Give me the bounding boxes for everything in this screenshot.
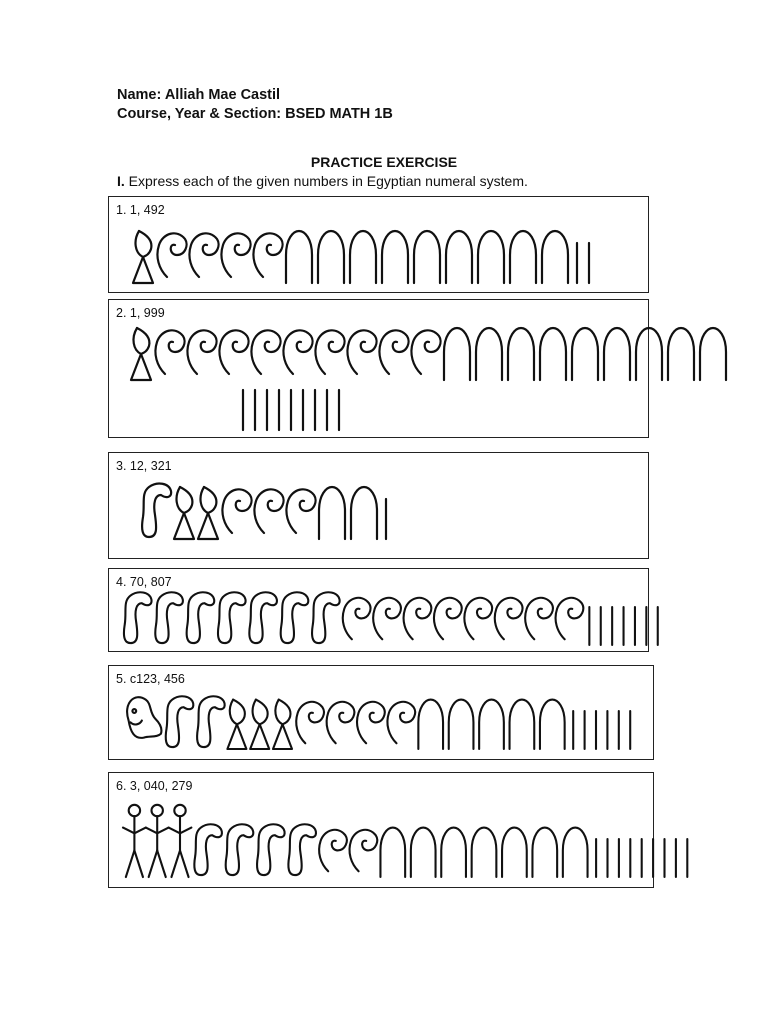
lotus-icon <box>198 487 218 539</box>
heel-icon <box>441 828 466 877</box>
coil-icon <box>464 598 492 639</box>
coil-icon <box>379 330 408 374</box>
finger-icon <box>194 824 222 875</box>
lotus-icon <box>227 700 246 749</box>
course-value: BSED MATH 1B <box>285 106 393 122</box>
heel-icon <box>508 328 534 380</box>
heel-icon <box>636 328 662 380</box>
coil-icon <box>155 330 184 374</box>
coil-icon <box>327 702 355 743</box>
finger-icon <box>218 592 246 643</box>
heel-icon <box>411 828 436 877</box>
heel-icon <box>563 828 588 877</box>
heel-icon <box>472 828 497 877</box>
heel-icon <box>286 231 312 283</box>
problem-label: 1. 1, 492 <box>116 203 165 217</box>
coil-icon <box>189 233 218 277</box>
heel-icon <box>350 231 376 283</box>
coil-icon <box>319 830 347 871</box>
finger-icon <box>155 592 183 643</box>
course-line <box>117 106 393 122</box>
heel-icon <box>380 828 405 877</box>
coil-icon <box>556 598 584 639</box>
instruction-text: Express each of the given numbers in Egyptian numeral system. <box>128 173 528 189</box>
exercise-title: PRACTICE EXERCISE <box>310 154 458 170</box>
heel-icon <box>502 828 527 877</box>
heel-icon <box>510 700 535 749</box>
finger-icon <box>288 824 316 875</box>
heel-icon <box>446 231 472 283</box>
heel-icon <box>668 328 694 380</box>
coil-icon <box>357 702 385 743</box>
coil-icon <box>286 489 315 533</box>
heel-icon <box>700 328 726 380</box>
glyph-row <box>109 773 655 889</box>
problem-box-1 <box>108 196 649 293</box>
coil-icon <box>404 598 432 639</box>
finger-icon <box>281 592 309 643</box>
coil-icon <box>253 233 282 277</box>
coil-icon <box>187 330 216 374</box>
problem-label: 2. 1, 999 <box>116 306 165 320</box>
heel-icon <box>414 231 440 283</box>
problem-box-6 <box>108 772 654 888</box>
glyph-row <box>109 453 650 560</box>
man-icon <box>169 805 192 877</box>
finger-icon <box>226 824 254 875</box>
finger-icon <box>187 592 215 643</box>
glyph-row <box>109 666 655 761</box>
heel-icon <box>351 487 377 539</box>
lotus-icon <box>133 231 153 283</box>
heel-icon <box>319 487 345 539</box>
heel-icon <box>542 231 568 283</box>
coil-icon <box>495 598 523 639</box>
finger-icon <box>142 484 171 537</box>
heel-icon <box>449 700 474 749</box>
name-label: Name: <box>117 87 162 103</box>
finger-icon <box>257 824 285 875</box>
coil-icon <box>373 598 401 639</box>
problem-label: 5. c123, 456 <box>116 672 185 686</box>
heel-icon <box>476 328 502 380</box>
coil-icon <box>296 702 324 743</box>
instruction-line <box>117 173 528 189</box>
heel-icon <box>540 700 565 749</box>
coil-icon <box>525 598 553 639</box>
problem-label: 3. 12, 321 <box>116 459 172 473</box>
coil-icon <box>387 702 415 743</box>
lotus-icon <box>250 700 269 749</box>
name-line <box>117 87 280 103</box>
course-label: Course, Year & Section: <box>117 106 282 122</box>
lotus-icon <box>273 700 292 749</box>
lotus-icon <box>174 487 194 539</box>
man-icon <box>123 805 146 877</box>
coil-icon <box>251 330 280 374</box>
finger-icon <box>249 592 277 643</box>
finger-icon <box>197 696 225 747</box>
coil-icon <box>347 330 376 374</box>
coil-icon <box>411 330 440 374</box>
student-name: Alliah Mae Castil <box>164 87 281 103</box>
heel-icon <box>572 328 598 380</box>
heel-icon <box>318 231 344 283</box>
coil-icon <box>254 489 283 533</box>
heel-icon <box>532 828 557 877</box>
tadpole-icon <box>127 697 161 738</box>
coil-icon <box>219 330 248 374</box>
problem-box-3 <box>108 452 649 559</box>
heel-icon <box>478 231 504 283</box>
heel-icon <box>382 231 408 283</box>
finger-icon <box>166 696 194 747</box>
glyph-row <box>109 569 650 653</box>
problem-label: 6. 3, 040, 279 <box>116 779 193 793</box>
heel-icon <box>418 700 443 749</box>
coil-icon <box>283 330 312 374</box>
heel-icon <box>479 700 504 749</box>
coil-icon <box>221 233 250 277</box>
heel-icon <box>510 231 536 283</box>
coil-icon <box>434 598 462 639</box>
finger-icon <box>124 592 152 643</box>
heel-icon <box>444 328 470 380</box>
exercise-title-row <box>0 154 768 170</box>
glyph-row <box>109 300 650 439</box>
heel-icon <box>604 328 630 380</box>
man-icon <box>146 805 169 877</box>
problem-label: 4. 70, 807 <box>116 575 172 589</box>
finger-icon <box>312 592 340 643</box>
problem-box-5 <box>108 665 654 760</box>
coil-icon <box>157 233 186 277</box>
coil-icon <box>315 330 344 374</box>
coil-icon <box>350 830 378 871</box>
lotus-icon <box>131 328 151 380</box>
section-numeral: I. <box>117 173 125 189</box>
problem-box-2 <box>108 299 649 438</box>
coil-icon <box>222 489 251 533</box>
problem-box-4 <box>108 568 649 652</box>
heel-icon <box>540 328 566 380</box>
coil-icon <box>343 598 371 639</box>
glyph-row <box>109 197 650 294</box>
